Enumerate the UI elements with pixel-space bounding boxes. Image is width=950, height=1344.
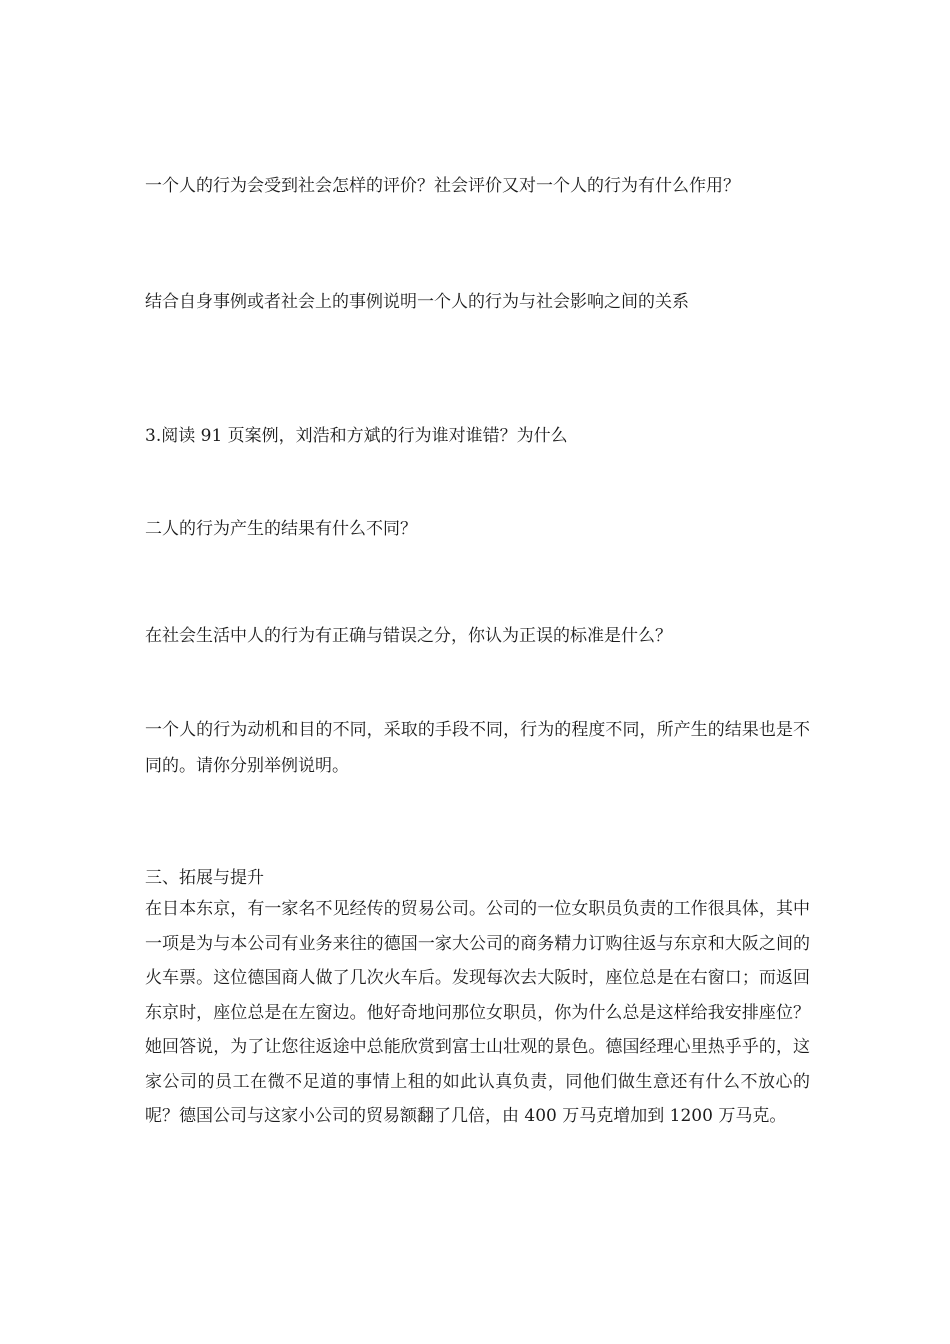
question-result-difference: 二人的行为产生的结果有什么不同？ (145, 519, 417, 539)
question-social-evaluation: 一个人的行为会受到社会怎样的评价？社会评价又对一个人的行为有什么作用？ (145, 176, 740, 196)
section-heading-extension: 三、拓展与提升 (145, 868, 264, 888)
question-motive-means: 一个人的行为动机和目的不同，采取的手段不同，行为的程度不同，所产生的结果也是不同的。请你分别举例说明。 (145, 720, 810, 776)
story-paragraph: 在日本东京，有一家名不见经传的贸易公司。公司的一位女职员负责的工作很具体，其中一项是为与本公司有业务来往的德国一家大公司的商务精力订购往返与东京和大阪之间的火车票。这位德国商人做了几次火车后。发现每次去大阪时，座位总是在右窗口；而返回东京时，座位总是在左窗边。他好奇地问那位女职员，你为什么总是这样给我安排座位？她回答说，为了让您往返途中总能欣赏到富士山壮观的景色。德国经理心里热乎乎的，这家公司的员工在微不足道的事情上租的如此认真负责，同他们做生意还有什么不放心的呢？德国公司与这家小公司的贸易额翻了几倍，由 400 万马克增加到 1200 万马克。 (145, 899, 810, 1126)
question-case-reading: 3.阅读 91 页案例，刘浩和方斌的行为谁对谁错？为什么 (145, 426, 568, 446)
question-behavior-influence: 结合自身事例或者社会上的事例说明一个人的行为与社会影响之间的关系 (145, 292, 689, 312)
question-right-wrong-standard: 在社会生活中人的行为有正确与错误之分，你认为正误的标准是什么？ (145, 626, 672, 646)
